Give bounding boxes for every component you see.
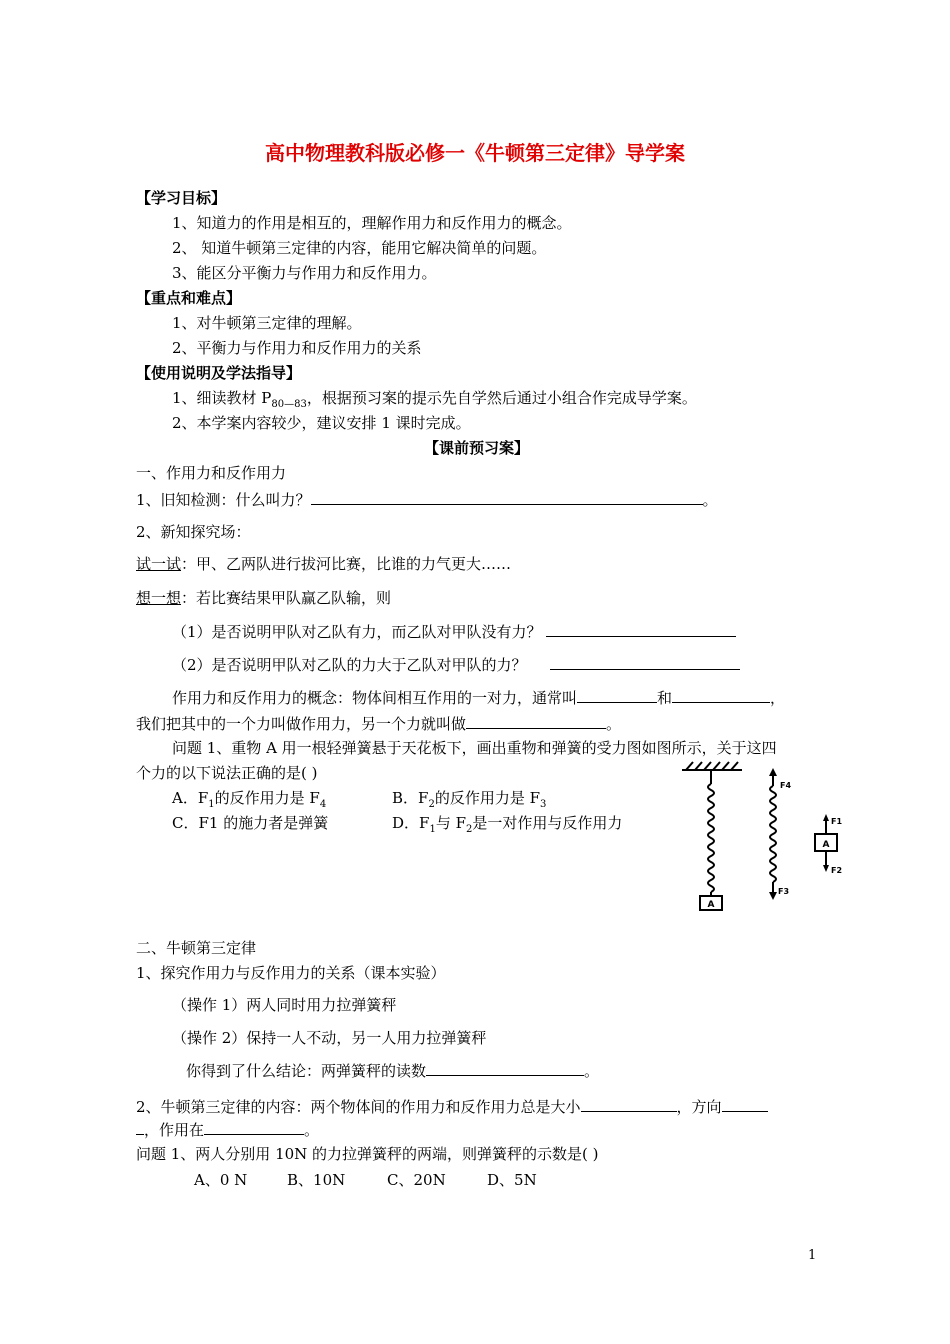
section1-q1: 1、旧知检测：什么叫力？ 。 bbox=[136, 491, 718, 509]
law-line-2: ，作用在 。 bbox=[136, 1120, 319, 1140]
problem1-line-2: 个力的以下说法正确的是( ) bbox=[136, 764, 318, 782]
section2-heading: 二、牛顿第三定律 bbox=[136, 939, 257, 957]
concept-line-2: 我们把其中的一个力叫做作用力，另一个力就叫做 。 bbox=[136, 715, 622, 733]
problem2-option-a: A、0 N bbox=[194, 1171, 248, 1189]
problem2-option-d: D、5N bbox=[487, 1171, 537, 1189]
option-a: A．$F_1$的反作用力是 $F_4$ bbox=[172, 789, 327, 810]
think-sub-1: （1）是否说明甲队对乙队有力，而乙队对甲队没有力？ bbox=[172, 622, 736, 642]
svg-text:A: A bbox=[822, 840, 830, 850]
spring-free-body bbox=[770, 772, 776, 896]
svg-text:F2: F2 bbox=[831, 866, 843, 875]
problem2-option-c: C、20N bbox=[387, 1171, 446, 1189]
key-item-2: 2、平衡力与作用力和反作用力的关系 bbox=[172, 339, 422, 357]
preview-heading: 【课前预习案】 bbox=[424, 439, 530, 457]
operation-2: （操作 2）保持一人不动，另一人用力拉弹簧秤 bbox=[172, 1029, 487, 1047]
think-line: 想一想：若比赛结果甲队赢乙队输，则 bbox=[136, 589, 392, 607]
page-number: 1 bbox=[808, 1248, 817, 1263]
page-title: 高中物理教科版必修一《牛顿第三定律》导学案 bbox=[265, 141, 685, 165]
operation-1: （操作 1）两人同时用力拉弹簧秤 bbox=[172, 996, 397, 1014]
concept-line-1: 作用力和反作用力的概念：物体间相互作用的一对力，通常叫 和 ， bbox=[172, 689, 786, 707]
problem2-option-b: B、10N bbox=[287, 1171, 346, 1189]
usage-heading: 【使用说明及学法指导】 bbox=[136, 364, 302, 382]
try-line: 试一试：甲、乙两队进行拔河比赛，比谁的力气更大…… bbox=[136, 555, 512, 573]
goals-heading: 【学习目标】 bbox=[136, 189, 227, 207]
law-line-1: 2、牛顿第三定律的内容：两个物体间的作用力和反作用力总是大小 ，方向 bbox=[136, 1097, 768, 1117]
svg-text:F1: F1 bbox=[831, 817, 843, 826]
usage-item-1: 1、细读教材 $P_{80—83}$，根据预习案的提示先自学然后通过小组合作完成导学案。 bbox=[172, 389, 697, 410]
problem1-line-1: 问题 1、重物 A 用一根轻弹簧悬于天花板下，画出重物和弹簧的受力图如图所示，关于这四 bbox=[172, 739, 777, 757]
key-item-1: 1、对牛顿第三定律的理解。 bbox=[172, 314, 362, 332]
conclusion-line: 你得到了什么结论：两弹簧秤的读数 。 bbox=[186, 1062, 600, 1080]
goal-item-2: 2、 知道牛顿第三定律的内容，能用它解决简单的问题。 bbox=[172, 239, 547, 257]
option-d: D．$F_1$与 $F_2$是一对作用与反作用力 bbox=[392, 814, 623, 835]
block-a-hanging bbox=[700, 896, 722, 910]
spring-hanging bbox=[708, 770, 714, 896]
option-c: C．F1 的施力者是弹簧 bbox=[172, 814, 329, 832]
goal-item-3: 3、能区分平衡力与作用力和反作用力。 bbox=[172, 264, 437, 282]
svg-text:A: A bbox=[707, 900, 715, 910]
section1-heading: 一、作用力和反作用力 bbox=[136, 464, 287, 482]
section1-q2: 2、新知探究场： bbox=[136, 523, 251, 541]
usage-item-2: 2、本学案内容较少，建议安排 1 课时完成。 bbox=[172, 414, 471, 432]
goal-item-1: 1、知道力的作用是相互的，理解作用力和反作用力的概念。 bbox=[172, 214, 572, 232]
option-b: B．$F_2$的反作用力是 $F_3$ bbox=[392, 789, 547, 810]
key-heading: 【重点和难点】 bbox=[136, 289, 242, 307]
ceiling bbox=[682, 762, 742, 770]
spring-force-figure bbox=[676, 758, 856, 918]
svg-text:F4: F4 bbox=[780, 781, 792, 790]
block-free-body bbox=[815, 814, 842, 875]
section2-q1: 1、探究作用力与反作用力的关系（课本实验） bbox=[136, 964, 446, 982]
svg-text:F3: F3 bbox=[778, 887, 790, 896]
think-sub-2: （2）是否说明甲队对乙队的力大于乙队对甲队的力？ bbox=[172, 655, 740, 675]
problem2-line: 问题 1、两人分别用 10N 的力拉弹簧秤的两端，则弹簧秤的示数是( ) bbox=[136, 1145, 599, 1163]
